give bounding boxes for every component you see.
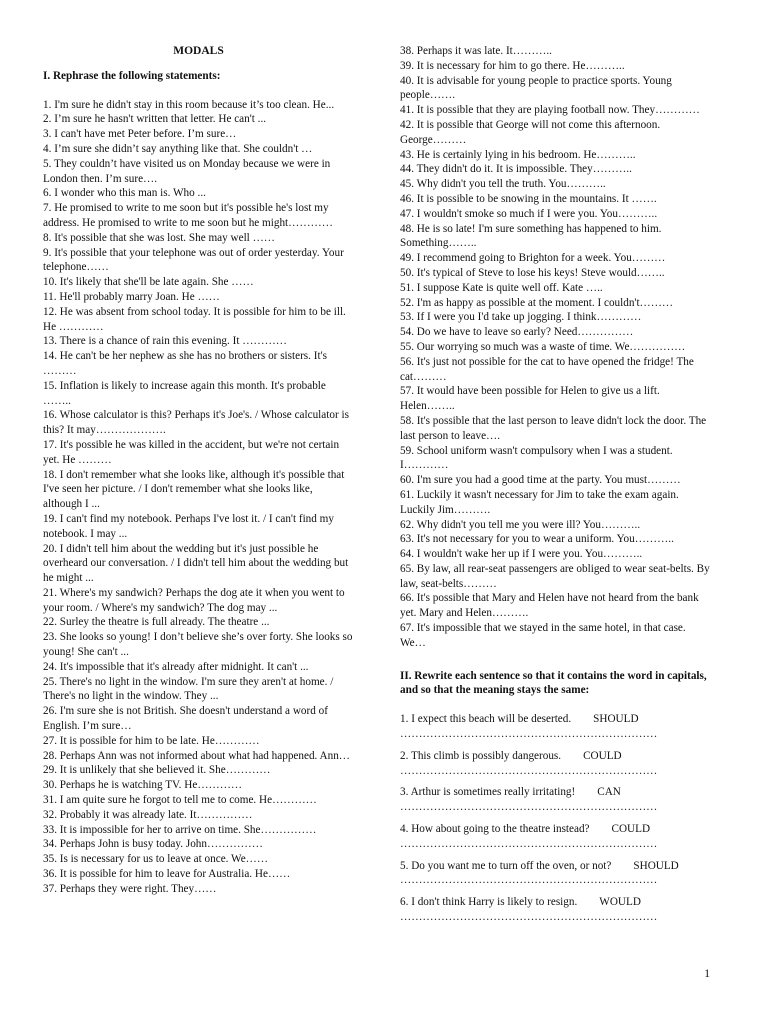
rewrite-exercise-list — [400, 712, 710, 925]
statement-item: 57. It would have been possible for Helen to give us a lift. Helen…….. — [400, 385, 660, 413]
statement-item: 35. Is is necessary for us to leave at once. We…… — [43, 853, 269, 866]
capital-word: COULD — [611, 823, 651, 836]
statement-item: 19. I can't find my notebook. Perhaps I've lost it. / I can't find my notebook. I may ... — [43, 512, 334, 540]
answer-line[interactable]: …………………………………………………………… — [400, 801, 658, 814]
statement-item: 50. It's typical of Steve to lose his keys! Steve would…….. — [400, 266, 665, 279]
capital-word: WOULD — [599, 896, 641, 909]
statement-item: 41. It is possible that they are playing football now. They………… — [400, 104, 700, 117]
rewrite-sentence: 1. I expect this beach will be deserted. — [400, 713, 572, 726]
statement-item: 27. It is possible for him to be late. He………… — [43, 734, 260, 747]
statement-item: 62. Why didn't you tell me you were ill? You……….. — [400, 518, 641, 531]
statement-item: 29. It is unlikely that she believed it. She………… — [43, 764, 271, 777]
statement-item: 17. It's possible he was killed in the accident, but we're not certain yet. He ……… — [43, 438, 340, 466]
rewrite-item — [400, 895, 710, 925]
statement-item: 33. It is impossible for her to arrive on time. She…………… — [43, 823, 317, 836]
statement-item: 56. It's just not possible for the cat to have opened the fridge! The cat……… — [400, 355, 694, 383]
statement-item: 2. I’m sure he hasn't written that letter. He can't ... — [43, 113, 267, 126]
statement-item: 10. It's likely that she'll be late again. She …… — [43, 276, 254, 289]
answer-line[interactable]: …………………………………………………………… — [400, 837, 658, 850]
statement-item: 61. Luckily it wasn't necessary for Jim to take the exam again. Luckily Jim………. — [400, 488, 679, 516]
statement-item: 14. He can't be her nephew as she has no brothers or sisters. It's ……… — [43, 350, 327, 377]
rewrite-item — [400, 712, 710, 742]
rewrite-item — [400, 859, 710, 889]
statement-item: 60. I'm sure you had a good time at the party. You must……… — [400, 474, 681, 487]
statement-item: 9. It's possible that your telephone was out of order yesterday. Your telephone…… — [43, 246, 344, 274]
statement-item: 25. There's no light in the window. I'm sure they aren't at home. / There's no light in the window. They ... — [43, 675, 334, 703]
statement-item: 31. I am quite sure he forgot to tell me to come. He………… — [43, 794, 317, 807]
statement-item: 22. Surley the theatre is full already. The theatre ... — [43, 616, 270, 629]
statement-item: 39. It is necessary for him to go there. He……….. — [400, 59, 625, 72]
statement-item: 42. It is possible that George will not come this afternoon. George……… — [400, 118, 661, 146]
statement-item: 13. There is a chance of rain this evening. It ………… — [43, 335, 287, 348]
answer-line[interactable]: …………………………………………………………… — [400, 911, 658, 924]
statement-item: 15. Inflation is likely to increase again this month. It's probable …….. — [43, 379, 326, 407]
capital-word: SHOULD — [593, 713, 639, 726]
capital-word: CAN — [597, 786, 621, 799]
statement-item: 28. Perhaps Ann was not informed about what had happened. Ann… — [43, 749, 350, 762]
statement-item: 36. It is possible for him to leave for Australia. He…… — [43, 868, 291, 881]
statement-item: 53. If I were you I'd take up jogging. I think………… — [400, 311, 642, 324]
statement-item: 11. He'll probably marry Joan. He …… — [43, 290, 220, 303]
statement-item: 23. She looks so young! I don’t believe she’s over forty. She looks so young! She can't ... — [43, 631, 353, 659]
capital-word: SHOULD — [633, 859, 679, 872]
left-exercise-list — [43, 98, 354, 897]
statement-item: 3. I can't have met Peter before. I’m sure… — [43, 128, 237, 141]
statement-item: 20. I didn't tell him about the wedding but it's just possible he overheard our conversation. / I didn't tell him about the wedding but he might ... — [43, 542, 349, 585]
statement-item: 18. I don't remember what she looks like, although it's possible that I've seen her picture. / I don't remember what she looks like, although I ... — [43, 468, 345, 511]
statement-item: 16. Whose calculator is this? Perhaps it's Joe's. / Whose calculator is this? It may………………. — [43, 409, 349, 437]
page-title: MODALS — [173, 45, 224, 57]
rewrite-sentence: 6. I don't think Harry is likely to resign. — [400, 896, 578, 909]
statement-item: 30. Perhaps he is watching TV. He………… — [43, 779, 243, 792]
statement-item: 63. It's not necessary for you to wear a uniform. You……….. — [400, 533, 674, 546]
statement-item: 64. I wouldn't wake her up if I were you. You……….. — [400, 548, 643, 561]
answer-line[interactable]: …………………………………………………………… — [400, 764, 658, 777]
page-number: 1 — [704, 968, 710, 980]
statement-item: 66. It's possible that Mary and Helen have not heard from the bank yet. Mary and Helen………. — [400, 592, 699, 620]
statement-item: 58. It's possible that the last person to leave didn't lock the door. The last person to leave…. — [400, 414, 707, 442]
statement-item: 59. School uniform wasn't compulsory when I was a student. I………… — [400, 444, 673, 472]
answer-line[interactable]: …………………………………………………………… — [400, 728, 658, 741]
statement-item: 48. He is so late! I'm sure something has happened to him. Something…….. — [400, 222, 662, 250]
statement-item: 26. I'm sure she is not British. She doesn't understand a word of English. I’m sure… — [43, 705, 328, 733]
statement-item: 44. They didn't do it. It is impossible. They……….. — [400, 163, 632, 176]
statement-item: 12. He was absent from school today. It is possible for him to be ill. He ………… — [43, 305, 346, 333]
rewrite-sentence: 2. This climb is possibly dangerous. — [400, 749, 562, 762]
statement-item: 52. I'm as happy as possible at the moment. I couldn't……… — [400, 296, 674, 309]
statement-item: 47. I wouldn't smoke so much if I were you. You……….. — [400, 207, 658, 220]
right-column — [400, 44, 710, 932]
statement-item: 65. By law, all rear-seat passengers are obliged to wear seat-belts. By law, seat-belts……… — [400, 562, 710, 590]
rewrite-item — [400, 822, 710, 852]
statement-item: 5. They couldn’t have visited us on Monday because we were in London then. I’m sure…. — [43, 157, 331, 185]
statement-item: 67. It's impossible that we stayed in the same hotel, in that case. We… — [400, 622, 686, 649]
statement-item: 40. It is advisable for young people to practice sports. Young people……. — [400, 74, 672, 102]
right-exercise-list — [400, 44, 710, 651]
statement-item: 37. Perhaps they were right. They…… — [43, 882, 217, 895]
left-column — [43, 44, 354, 897]
statement-item: 51. I suppose Kate is quite well off. Kate ….. — [400, 281, 603, 294]
statement-item: 45. Why didn't you tell the truth. You……….. — [400, 178, 606, 191]
rewrite-sentence: 3. Arthur is sometimes really irritating! — [400, 786, 576, 799]
rewrite-item — [400, 749, 710, 779]
rewrite-item — [400, 785, 710, 815]
statement-item: 6. I wonder who this man is. Who ... — [43, 187, 206, 200]
statement-item: 24. It's impossible that it's already after midnight. It can't ... — [43, 660, 309, 673]
section-1-heading: I. Rephrase the following statements: — [43, 69, 221, 82]
statement-item: 32. Probably it was already late. It…………… — [43, 808, 253, 821]
answer-line[interactable]: …………………………………………………………… — [400, 874, 658, 887]
statement-item: 38. Perhaps it was late. It……….. — [400, 45, 552, 57]
capital-word: COULD — [583, 749, 622, 762]
rewrite-sentence: 5. Do you want me to turn off the oven, or not? — [400, 859, 612, 872]
statement-item: 4. I’m sure she didn’t say anything like that. She couldn't … — [43, 142, 313, 155]
statement-item: 21. Where's my sandwich? Perhaps the dog ate it when you went to your room. / Where's my sandwich? The dog may ... — [43, 586, 345, 614]
rewrite-sentence: 4. How about going to the theatre instead? — [400, 823, 590, 836]
statement-item: 34. Perhaps John is busy today. John…………… — [43, 838, 263, 851]
statement-item: 43. He is certainly lying in his bedroom. He……….. — [400, 148, 636, 161]
statement-item: 1. I'm sure he didn't stay in this room because it’s too clean. He... — [43, 98, 335, 111]
statement-item: 7. He promised to write to me soon but it's possible he's lost my address. He promised to write to me soon but he might………… — [43, 202, 333, 229]
statement-item: 55. Our worrying so much was a waste of time. We…………… — [400, 340, 686, 353]
section-2-heading: II. Rewrite each sentence so that it contains the word in capitals, and so that the meaning stays the same: — [400, 669, 707, 697]
statement-item: 46. It is possible to be snowing in the mountains. It ……. — [400, 192, 657, 205]
statement-item: 49. I recommend going to Brighton for a week. You……… — [400, 252, 666, 265]
statement-item: 8. It's possible that she was lost. She may well …… — [43, 231, 275, 244]
statement-item: 54. Do we have to leave so early? Need…………… — [400, 326, 634, 339]
